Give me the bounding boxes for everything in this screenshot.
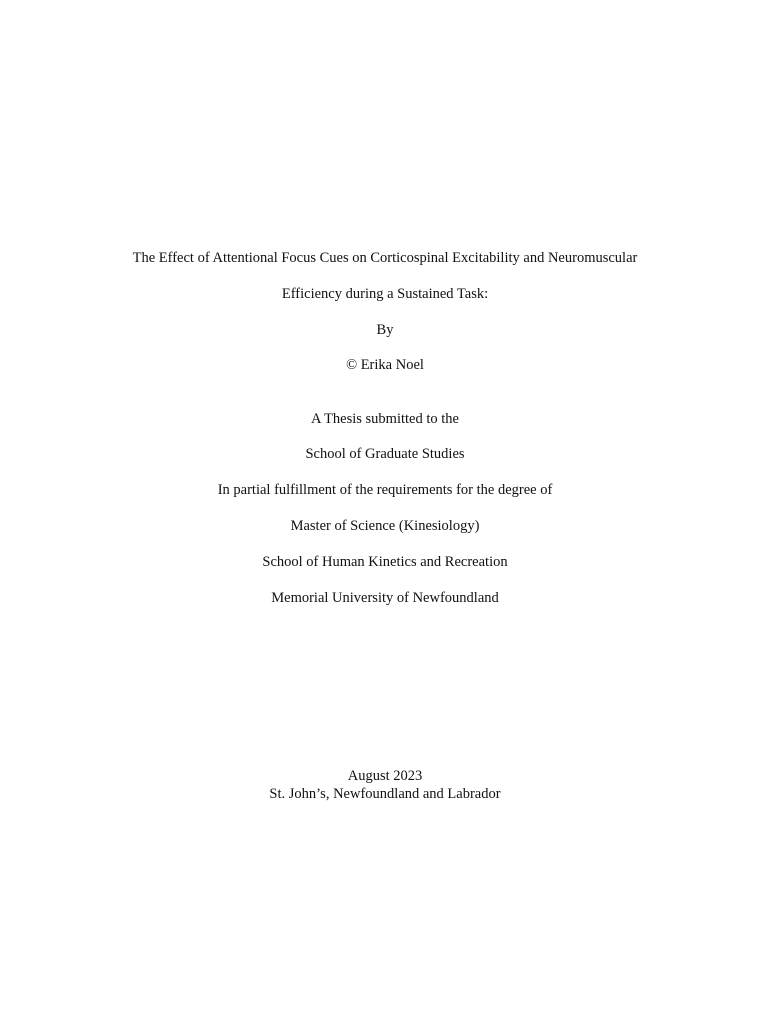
author-name: © Erika Noel [346,357,424,373]
submission-location: St. John’s, Newfoundland and Labrador [269,786,501,802]
university-name: Memorial University of Newfoundland [271,590,499,606]
thesis-title-line-2: Efficiency during a Sustained Task: [281,286,489,302]
partial-fulfillment: In partial fulfillment of the requirements for the degree of [217,482,553,498]
thesis-title-line-1: The Effect of Attentional Focus Cues on Corticospinal Excitability and Neuromuscular [132,250,638,266]
submission-statement: A Thesis submitted to the [311,411,459,427]
submission-date: August 2023 [347,768,423,784]
by-label: By [376,322,394,338]
graduate-school: School of Graduate Studies [305,446,465,462]
school-name: School of Human Kinetics and Recreation [262,554,508,570]
degree-name: Master of Science (Kinesiology) [290,518,480,534]
